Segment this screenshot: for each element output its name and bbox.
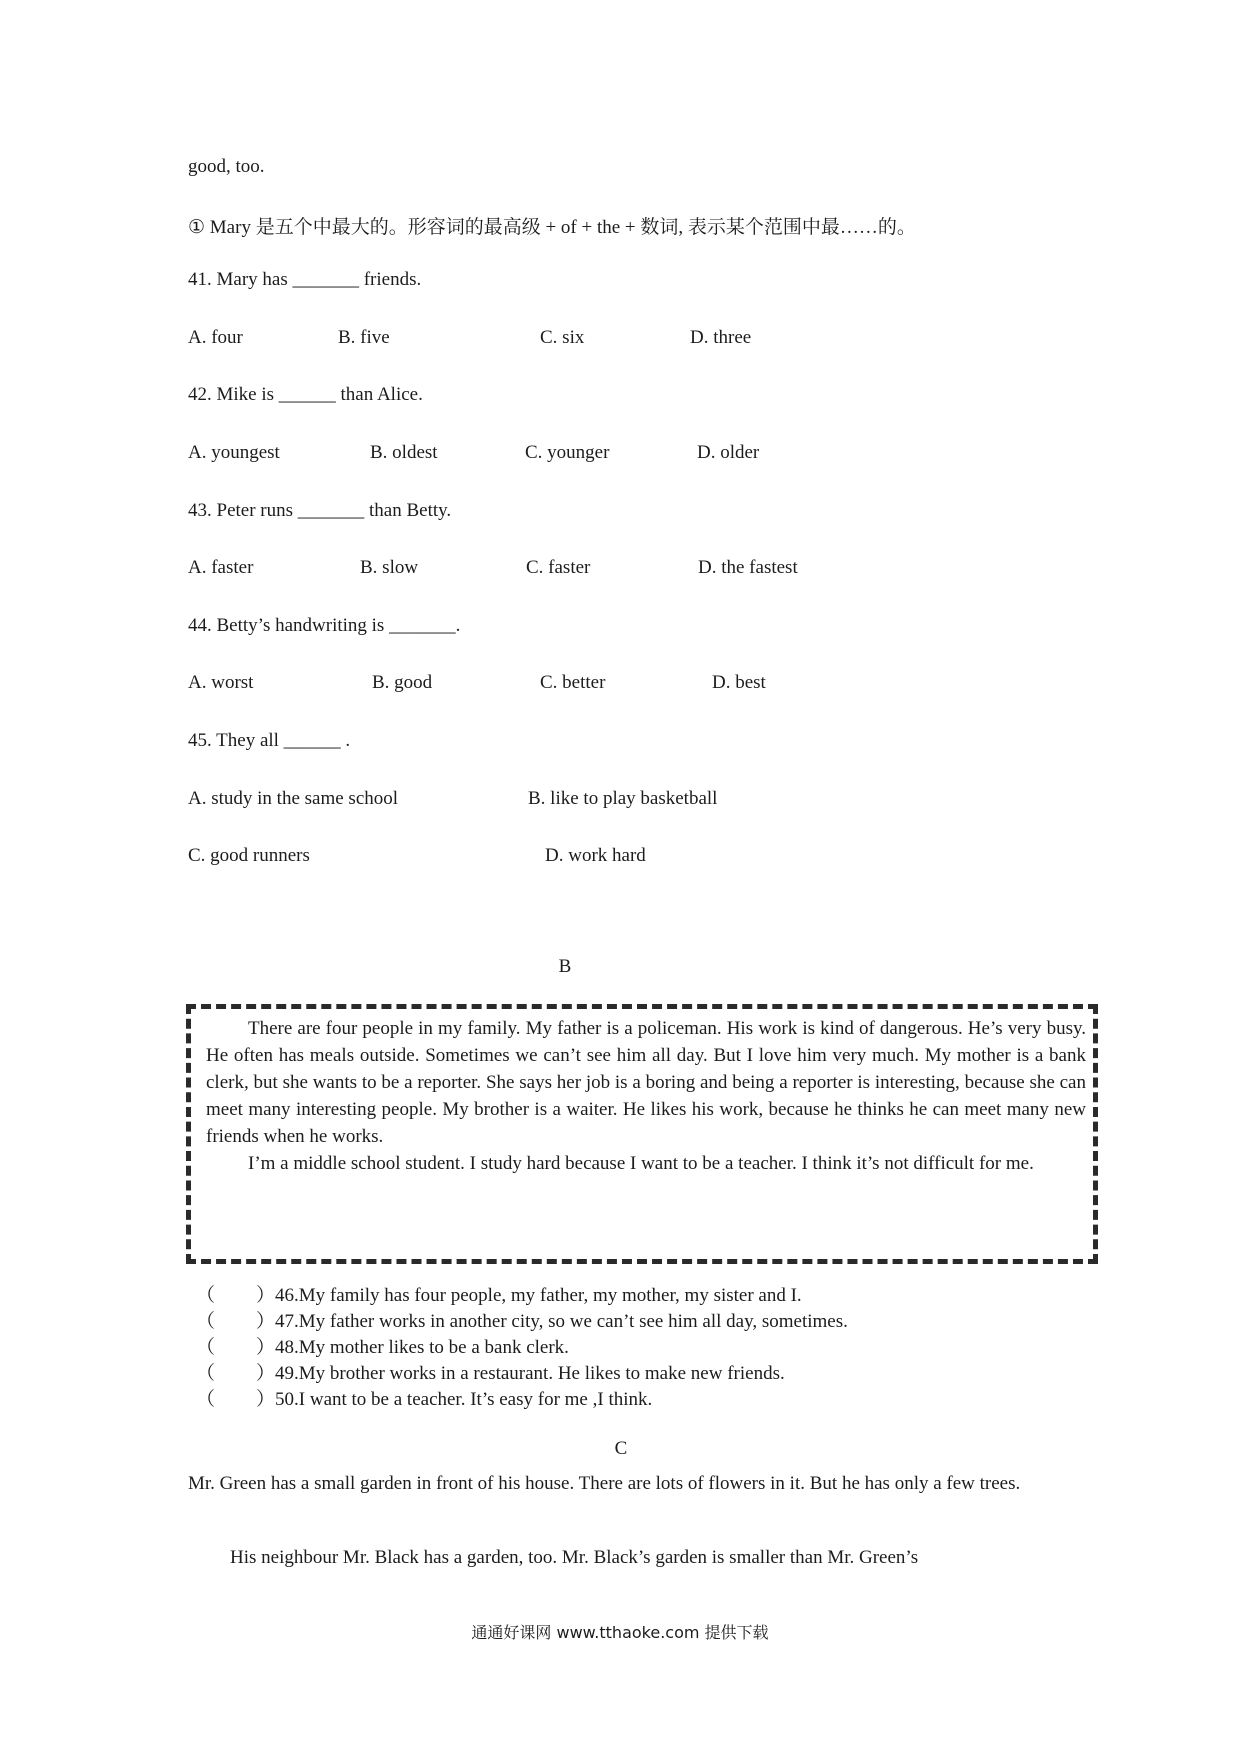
- question-42-stem: 42. Mike is ______ than Alice.: [188, 384, 423, 405]
- tf-item-46: [196, 1280, 802, 1307]
- tf-paren-close: ）: [256, 1311, 276, 1332]
- question-42-option-d: D. older: [697, 442, 760, 463]
- tf-paren-close: ）: [256, 1389, 276, 1410]
- tf-item-49: [196, 1358, 785, 1385]
- tf-paren-open: （: [196, 1285, 216, 1306]
- passage-c-paragraph-2: His neighbour Mr. Black has a garden, too. Mr. Black’s garden is smaller than Mr. Green’s: [230, 1547, 919, 1568]
- tf-paren-open: （: [196, 1363, 216, 1384]
- question-41-stem: 41. Mary has _______ friends.: [188, 269, 422, 290]
- tf-statement: 49.My brother works in a restaurant. He likes to make new friends.: [275, 1363, 785, 1384]
- question-42-option-c: C. younger: [525, 442, 610, 463]
- question-42-option-a: A. youngest: [188, 442, 280, 463]
- question-44-option-a: A. worst: [188, 672, 254, 693]
- question-44-stem: 44. Betty’s handwriting is _______.: [188, 615, 461, 636]
- question-44-option-b: B. good: [372, 672, 433, 693]
- tf-statement: 47.My father works in another city, so we can’t see him all day, sometimes.: [275, 1311, 848, 1332]
- tf-paren-close: ）: [256, 1363, 276, 1384]
- question-45-option-a: A. study in the same school: [188, 788, 399, 809]
- tf-paren-open: （: [196, 1311, 216, 1332]
- question-42-option-b: B. oldest: [370, 442, 438, 463]
- continuation-line: good, too.: [188, 156, 265, 177]
- question-43-option-a: A. faster: [188, 557, 254, 578]
- grammar-note: ① Mary 是五个中最大的。形容词的最高级 + of + the + 数词, 表示某个范围中最……的。: [188, 217, 916, 238]
- question-43-option-b: B. slow: [360, 557, 419, 578]
- section-c-heading: C: [614, 1438, 628, 1459]
- section-b-heading: B: [558, 956, 572, 977]
- page-footer: 通通好课网 www.tthaoke.com 提供下载: [471, 1623, 769, 1642]
- tf-item-50: [196, 1384, 652, 1411]
- tf-paren-open: （: [196, 1389, 216, 1410]
- tf-paren-close: ）: [256, 1337, 276, 1358]
- tf-statement: 46.My family has four people, my father, my mother, my sister and I.: [275, 1285, 802, 1306]
- question-43-stem: 43. Peter runs _______ than Betty.: [188, 500, 452, 521]
- question-41-option-b: B. five: [338, 327, 390, 348]
- tf-statement: 50.I want to be a teacher. It’s easy for me ,I think.: [275, 1389, 653, 1410]
- question-44-option-d: D. best: [712, 672, 766, 693]
- tf-item-47: [196, 1306, 848, 1333]
- question-41-option-a: A. four: [188, 327, 243, 348]
- question-45-option-c: C. good runners: [188, 845, 310, 866]
- passage-c-paragraph-1: Mr. Green has a small garden in front of his house. There are lots of flowers in it. But he has only a few trees.: [188, 1473, 1021, 1494]
- tf-paren-open: （: [196, 1337, 216, 1358]
- question-45-stem: 45. They all ______ .: [188, 730, 351, 751]
- tf-statement: 48.My mother likes to be a bank clerk.: [275, 1337, 569, 1358]
- question-41-option-d: D. three: [690, 327, 752, 348]
- question-43-option-c: C. faster: [526, 557, 591, 578]
- question-45-option-b: B. like to play basketball: [528, 788, 718, 809]
- passage-b-paragraph-1: There are four people in my family. My father is a policeman. His work is kind of dangerous. He’s very busy. He often has meals outside. Sometimes we can’t see him all day. But I love him very much. My mother is a bank clerk, but she wants to be a reporter. She says her job is a boring and being a reporter is interesting, because she can meet many interesting people. My brother is a waiter. He likes his work, because he thinks he can meet many new friends when he works.: [206, 1018, 1086, 1147]
- tf-item-48: [196, 1332, 569, 1359]
- tf-paren-close: ）: [256, 1285, 276, 1306]
- question-45-option-d: D. work hard: [545, 845, 646, 866]
- question-44-option-c: C. better: [540, 672, 606, 693]
- question-41-option-c: C. six: [540, 327, 585, 348]
- passage-b-paragraph-2: I’m a middle school student. I study hard because I want to be a teacher. I think it’s not difficult for me.: [248, 1153, 1034, 1174]
- question-43-option-d: D. the fastest: [698, 557, 798, 578]
- passage-b: [206, 1015, 1086, 1177]
